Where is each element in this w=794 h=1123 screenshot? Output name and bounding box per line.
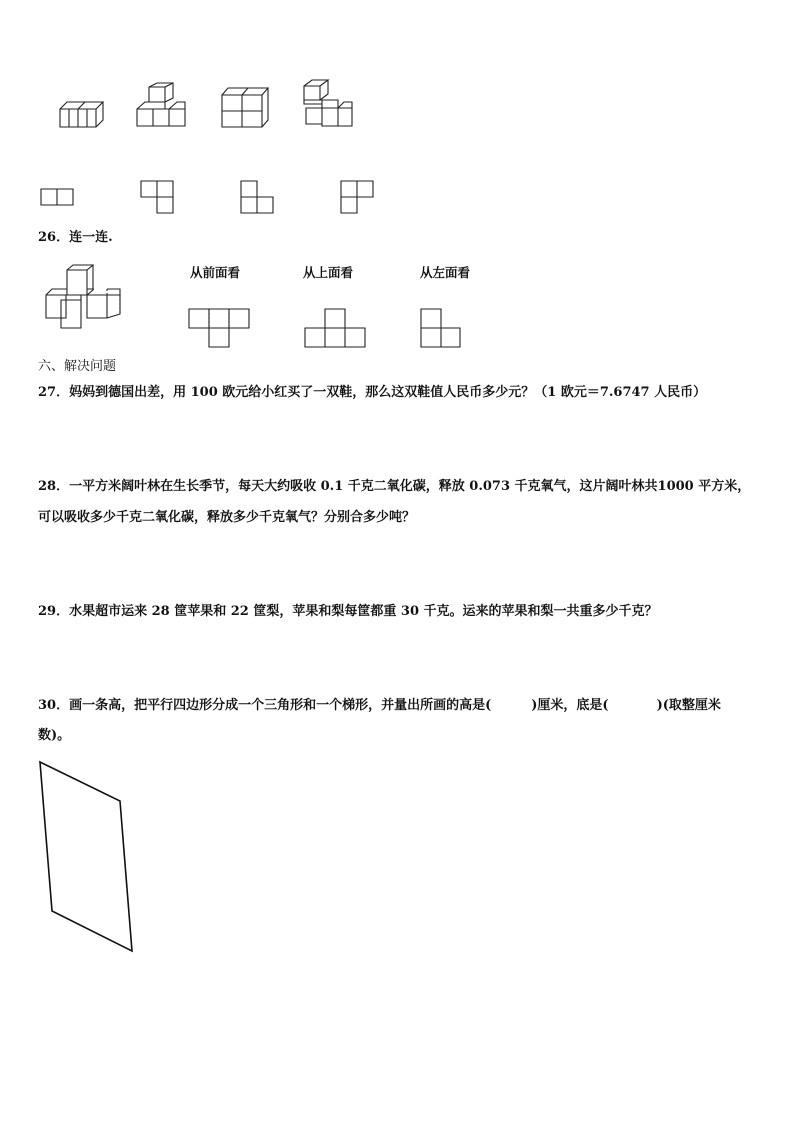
label-front-view: 从前面看 xyxy=(190,265,241,280)
question-number: 30． xyxy=(38,698,70,713)
cube-figure-1 xyxy=(55,95,105,135)
question-number: 29． xyxy=(38,604,70,619)
question-number: 28． xyxy=(38,479,70,494)
label-left-view: 从左面看 xyxy=(420,265,471,280)
top-view-shape xyxy=(304,308,369,350)
question-text: 连一连. xyxy=(69,230,113,245)
question-text: 一平方米阔叶林在生长季节，每天大约吸收 0.1 千克二氧化碳，释放 0.073 千克氧气，这片阔叶林共1000 平方米， xyxy=(69,479,751,494)
question-text-part1: 画一条高，把平行四边形分成一个三角形和一个梯形，并量出所画的高是( xyxy=(69,698,492,713)
cube-figure-3 xyxy=(220,85,270,130)
flat-view-3 xyxy=(240,180,280,216)
question-28-line2: 可以吸收多少千克二氧化碳，释放多少千克氧气？分别合多少吨？ xyxy=(38,510,416,525)
cube-figure-2 xyxy=(135,82,190,137)
front-view-shape xyxy=(188,308,253,350)
left-view-shape xyxy=(420,308,465,350)
question-number: 26． xyxy=(38,230,70,245)
flat-view-1 xyxy=(40,188,80,208)
question-26 xyxy=(38,230,113,246)
question-27 xyxy=(38,385,706,401)
question-number: 27． xyxy=(38,385,70,400)
question-text: 水果超市运来 28 筐苹果和 22 筐梨，苹果和梨每筐都重 30 千克。运来的苹果和梨一共重多少千克？ xyxy=(69,604,658,619)
question-29 xyxy=(38,604,658,620)
parallelogram-figure[interactable] xyxy=(36,758,136,956)
question-28-line1 xyxy=(38,479,750,495)
question-30-line1 xyxy=(38,698,721,714)
question-text-part3: )(取整厘米 xyxy=(656,698,721,713)
flat-view-4 xyxy=(340,180,380,216)
question-30-line2: 数)。 xyxy=(38,728,71,743)
cube-solid-figure xyxy=(42,262,132,332)
label-top-view: 从上面看 xyxy=(303,265,354,280)
section-title: 六、解决问题 xyxy=(38,359,117,374)
flat-view-2 xyxy=(140,180,180,216)
question-text: 妈妈到德国出差，用 100 欧元给小红买了一双鞋，那么这双鞋值人民币多少元？（1 欧元＝7.6747 人民币） xyxy=(69,385,707,400)
cube-figure-4 xyxy=(300,78,355,133)
question-text-part2: )厘米，底是( xyxy=(531,698,609,713)
